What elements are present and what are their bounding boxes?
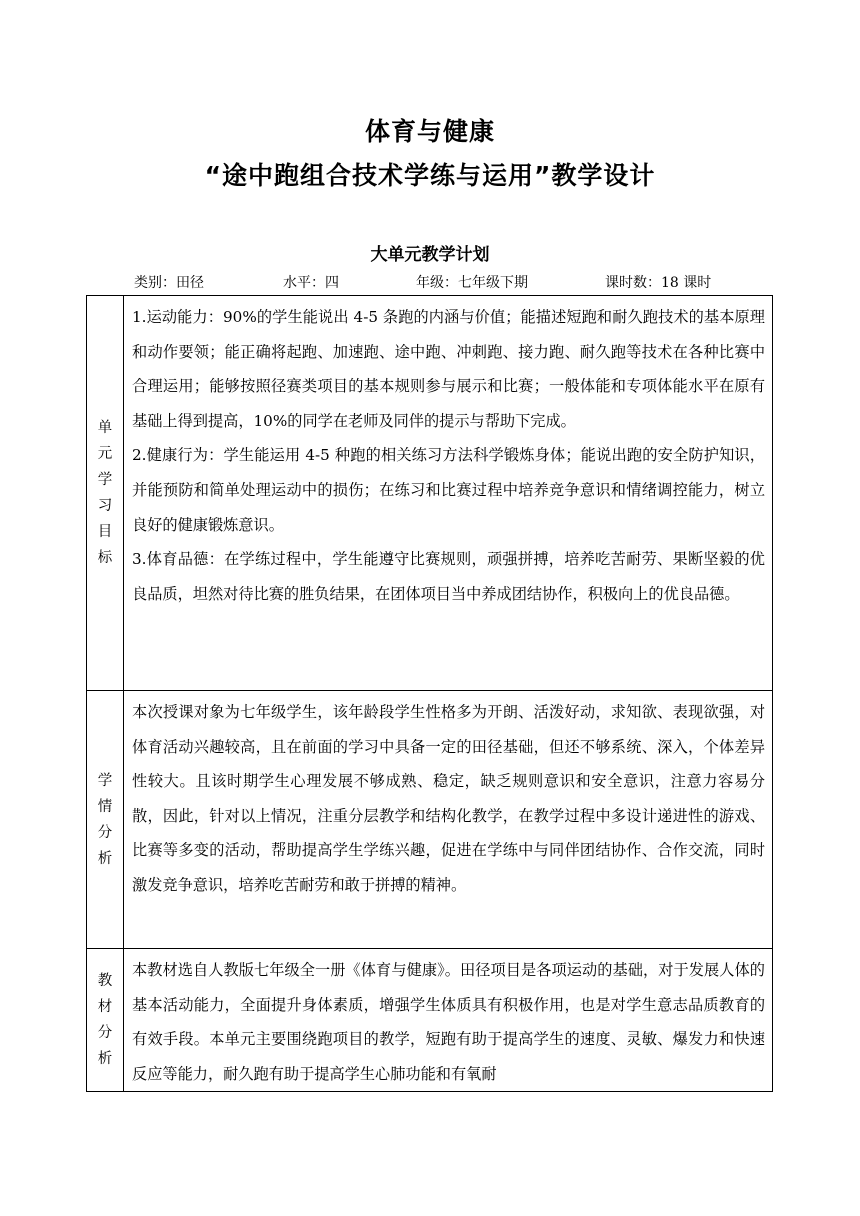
label-char: 目 <box>97 524 113 540</box>
label-char: 析 <box>97 850 113 867</box>
table-row <box>87 691 773 949</box>
section-title: 大单元教学计划 <box>370 245 490 265</box>
document-title: 体育与健康 <box>364 117 495 146</box>
label-char: 析 <box>97 1051 113 1068</box>
paragraph: 3.体育品德：在学练过程中，学生能遵守比赛规则，顽强拼搏，培养吃苦耐劳、果断坚毅的优良品质，坦然对待比赛的胜负结果，在团体项目当中养成团结协作，积极向上的优良品德。 <box>132 550 765 603</box>
label-char: 情 <box>97 798 113 815</box>
paragraph: 本教材选自人教版七年级全一册《体育与健康》。田径项目是各项运动的基础，对于发展人体的基本活动能力，全面提升身体素质，增强学生体质具有积极作用，也是对学生意志品质教育的有效手段。本单元主要围绕跑项目的教学，短跑有助于提高学生的速度、灵敏、爆发力和快速反应等能力，耐久跑有助于提高学生心肺功能和有氧耐 <box>132 961 765 1083</box>
document-subtitle: “途中跑组合技术学练与运用”教学设计 <box>204 161 656 190</box>
meta-category: 类别：田径 <box>134 275 204 291</box>
paragraph: 1.运动能力：90%的学生能说出 4-5 条跑的内涵与价值；能描述短跑和耐久跑技术的基本原理和动作要领；能正确将起跑、加速跑、途中跑、冲刺跑、接力跑、耐久跑等技术在各种比赛中合理运用；能够按照径赛类项目的基本规则参与展示和比赛；一般体能和专项体能水平在原有基础上得到提高，10%的同学在老师及同伴的提示与帮助下完成。 <box>132 308 765 430</box>
table-row <box>87 296 773 691</box>
row-label-unit-goals <box>87 296 124 691</box>
row-label-material-analysis <box>87 949 124 1092</box>
row-content-material-analysis <box>124 949 773 1092</box>
meta-level: 水平：四 <box>283 275 339 291</box>
table-row <box>87 949 773 1092</box>
label-char: 材 <box>97 999 113 1016</box>
paragraph: 2.健康行为：学生能运用 4-5 种跑的相关练习方法科学锻炼身体；能说出跑的安全防护知识，并能预防和简单处理运动中的损伤；在练习和比赛过程中培养竞争意识和情绪调控能力，树立良好的健康锻炼意识。 <box>132 446 765 534</box>
label-char: 教 <box>97 973 113 990</box>
meta-grade: 年级：七年级下期 <box>416 275 528 291</box>
unit-plan-table <box>86 295 773 1092</box>
paragraph: 本次授课对象为七年级学生，该年龄段学生性格多为开朗、活泼好动，求知欲、表现欲强，对体育活动兴趣较高，且在前面的学习中具备一定的田径基础，但还不够系统、深入，个体差异性较大。且该时期学生心理发展不够成熟、稳定，缺乏规则意识和安全意识，注意力容易分散，因此，针对以上情况，注重分层教学和结构化教学，在教学过程中多设计递进性的游戏、比赛等多变的活动，帮助提高学生学练兴趣，促进在学练中与同伴团结协作、合作交流，同时激发竞争意识，培养吃苦耐劳和敢于拼搏的精神。 <box>132 703 765 894</box>
label-char: 元 <box>97 446 113 462</box>
meta-hours: 课时数：18 课时 <box>605 275 712 291</box>
label-char: 学 <box>97 472 113 488</box>
label-char: 单 <box>97 420 113 436</box>
row-label-student-analysis <box>87 691 124 949</box>
row-content-student-analysis <box>124 691 773 949</box>
label-char: 习 <box>97 498 113 514</box>
label-char: 分 <box>97 824 113 841</box>
label-char: 学 <box>97 772 113 789</box>
row-content-unit-goals <box>124 296 773 691</box>
label-char: 分 <box>97 1025 113 1042</box>
label-char: 标 <box>97 550 113 566</box>
